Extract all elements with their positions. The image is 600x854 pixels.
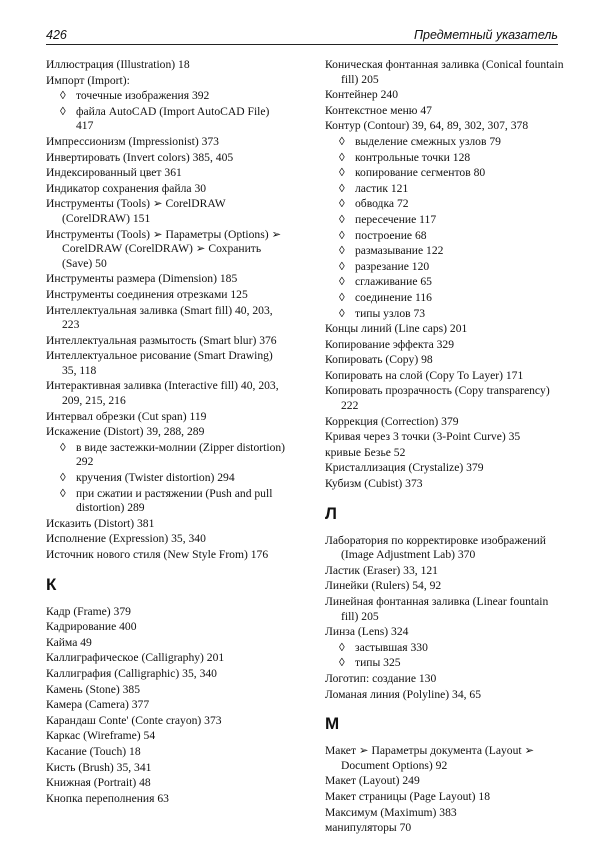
index-entry: Инвертировать (Invert colors) 385, 405	[46, 150, 234, 164]
subentry-text: разрезание 120	[355, 259, 430, 273]
index-subentry	[325, 275, 565, 290]
index-entry: Интеллектуальная размытость (Smart blur) 376	[46, 333, 277, 347]
subentry-text: типы узлов 73	[355, 306, 426, 320]
index-subentry	[325, 213, 565, 228]
index-entry: Интеллектуальное рисование (Smart Drawing) 35, 118	[46, 349, 273, 377]
index-entry: Лаборатория по корректировке изображений (Image Adjustment Lab) 370	[325, 533, 546, 562]
diamond-bullet-icon: ◊	[339, 228, 345, 242]
index-entry: Импорт (Import):	[46, 73, 130, 87]
diamond-bullet-icon: ◊	[339, 197, 345, 211]
subentry-text: точечные изображения 392	[76, 89, 210, 103]
index-entry: Каллиграфическое (Calligraphy) 201	[46, 651, 225, 665]
index-subentry	[325, 291, 565, 306]
index-column-right	[325, 58, 565, 837]
subentry-text: построение 68	[355, 228, 427, 242]
index-entry: Кисть (Brush) 35, 341	[46, 760, 152, 774]
index-subentry	[325, 151, 565, 166]
diamond-bullet-icon: ◊	[339, 656, 345, 670]
subentry-text: сглаживание 65	[355, 275, 432, 289]
index-entry: Камера (Camera) 377	[46, 698, 150, 712]
index-entry: Копировать прозрачность (Copy transparency) 222	[325, 384, 550, 413]
index-entry: Кадрирование 400	[46, 620, 137, 634]
index-entry: Книжная (Portrait) 48	[46, 776, 151, 790]
subentry-text: при сжатии и растяжении (Push and pull distortion) 289	[76, 486, 273, 515]
index-subentry	[325, 135, 565, 150]
subentry-text: контрольные точки 128	[355, 150, 471, 164]
index-entry: Кубизм (Cubist) 373	[325, 477, 423, 491]
index-subentry	[46, 487, 286, 516]
index-entry: Логотип: создание 130	[325, 671, 437, 685]
index-entry: Инструменты (Tools) ➢ Параметры (Options) ➢ CorelDRAW (CorelDRAW) ➢ Сохранить (Save) 50	[46, 227, 282, 270]
index-column-left	[46, 58, 286, 807]
index-entry: Макет (Layout) 249	[325, 774, 420, 788]
subentry-text: выделение смежных узлов 79	[355, 134, 501, 148]
index-entry: Кайма 49	[46, 635, 92, 649]
index-entry: Кривая через 3 точки (3-Point Curve) 35	[325, 430, 521, 444]
subentry-text: типы 325	[355, 656, 401, 670]
index-subentry	[325, 229, 565, 244]
diamond-bullet-icon: ◊	[339, 212, 345, 226]
subentry-text: ластик 121	[355, 181, 409, 195]
index-subentry	[46, 89, 286, 104]
index-entry: Макет ➢ Параметры документа (Layout ➢ Document Options) 92	[325, 744, 535, 772]
subentry-text: в виде застежки-молнии (Zipper distortion) 292	[76, 440, 286, 469]
index-entry: Ломаная линия (Polyline) 34, 65	[325, 687, 482, 701]
index-entry: Кристаллизация (Crystalize) 379	[325, 461, 484, 475]
diamond-bullet-icon: ◊	[339, 640, 345, 654]
diamond-bullet-icon: ◊	[60, 89, 66, 103]
index-entry: Линза (Lens) 324	[325, 625, 409, 639]
index-entry: Коррекция (Correction) 379	[325, 414, 459, 428]
index-entry: Камень (Stone) 385	[46, 682, 141, 696]
index-entry: Индикатор сохранения файла 30	[46, 181, 207, 195]
diamond-bullet-icon: ◊	[339, 150, 345, 164]
index-subentry	[46, 441, 286, 470]
subentry-text: застывшая 330	[355, 640, 428, 654]
subentry-text: кручения (Twister distortion) 294	[76, 471, 235, 485]
diamond-bullet-icon: ◊	[339, 290, 345, 304]
diamond-bullet-icon: ◊	[339, 259, 345, 273]
subentry-text: пересечение 117	[355, 212, 437, 226]
index-entry: Контур (Contour) 39, 64, 89, 302, 307, 378	[325, 119, 529, 133]
index-entry: Каллиграфия (Calligraphic) 35, 340	[46, 666, 217, 680]
index-entry: Индексированный цвет 361	[46, 166, 182, 180]
subentry-text: файла AutoCAD (Import AutoCAD File) 417	[76, 104, 270, 133]
index-entry: Копировать (Copy) 98	[325, 353, 433, 367]
index-entry: Интеллектуальная заливка (Smart fill) 40, 203, 223	[46, 303, 273, 332]
index-entry: кривые Безье 52	[325, 445, 406, 459]
diamond-bullet-icon: ◊	[339, 306, 345, 320]
index-entry: Контейнер 240	[325, 88, 399, 102]
index-entry: Импрессионизм (Impressionist) 373	[46, 134, 219, 148]
diamond-bullet-icon: ◊	[60, 471, 66, 485]
index-entry: Искажение (Distort) 39, 288, 289	[46, 425, 205, 439]
index-entry: Инструменты соединения отрезками 125	[46, 287, 248, 301]
subentry-text: соединение 116	[355, 290, 432, 304]
index-subentry	[325, 244, 565, 259]
subentry-text: копирование сегментов 80	[355, 166, 486, 180]
section-letter: К	[46, 574, 57, 594]
index-entry: Касание (Touch) 18	[46, 744, 141, 758]
index-entry: Каркас (Wireframe) 54	[46, 729, 156, 743]
index-entry: Иллюстрация (Illustration) 18	[46, 58, 190, 71]
section-letter: Л	[325, 503, 337, 523]
diamond-bullet-icon: ◊	[339, 166, 345, 180]
index-entry: Контекстное меню 47	[325, 103, 432, 117]
index-subentry	[325, 197, 565, 212]
index-subentry	[46, 471, 286, 486]
index-entry: Линейная фонтанная заливка (Linear fountain fill) 205	[325, 595, 549, 623]
diamond-bullet-icon: ◊	[339, 134, 345, 148]
index-entry: Кнопка переполнения 63	[46, 791, 169, 805]
diamond-bullet-icon: ◊	[60, 440, 66, 454]
index-entry: Максимум (Maximum) 383	[325, 805, 457, 819]
index-subentry	[46, 105, 286, 134]
subentry-text: обводка 72	[355, 197, 409, 211]
index-entry: Коническая фонтанная заливка (Conical fountain fill) 205	[325, 58, 564, 86]
section-letter: М	[325, 714, 340, 734]
page-header	[46, 26, 558, 45]
diamond-bullet-icon: ◊	[339, 181, 345, 195]
index-subentry	[325, 166, 565, 181]
index-entry: Кадр (Frame) 379	[46, 604, 131, 618]
index-entry: Источник нового стиля (New Style From) 176	[46, 548, 269, 561]
index-entry: Интерактивная заливка (Interactive fill) 40, 203, 209, 215, 216	[46, 379, 279, 408]
header-title: Предметный указатель	[413, 28, 558, 42]
index-entry: Макет страницы (Page Layout) 18	[325, 789, 490, 803]
index-entry: манипуляторы 70	[325, 821, 412, 835]
index-subentry	[325, 307, 565, 322]
index-subentry	[325, 641, 565, 656]
diamond-bullet-icon: ◊	[339, 275, 345, 289]
index-subentry	[325, 182, 565, 197]
index-entry: Инструменты размера (Dimension) 185	[46, 272, 238, 286]
index-entry: Линейки (Rulers) 54, 92	[325, 579, 442, 593]
index-entry: Исполнение (Expression) 35, 340	[46, 532, 206, 546]
index-entry: Исказить (Distort) 381	[46, 516, 155, 530]
index-entry: Ластик (Eraser) 33, 121	[325, 563, 438, 577]
diamond-bullet-icon: ◊	[339, 244, 345, 258]
index-entry: Инструменты (Tools) ➢ CorelDRAW (CorelDRAW) 151	[46, 197, 226, 225]
subentry-text: размазывание 122	[355, 244, 444, 258]
page-number: 426	[46, 28, 67, 42]
index-entry: Карандаш Conte' (Conte crayon) 373	[46, 713, 222, 727]
index-entry: Концы линий (Line caps) 201	[325, 322, 468, 336]
diamond-bullet-icon: ◊	[60, 486, 66, 500]
index-subentry	[325, 656, 565, 671]
diamond-bullet-icon: ◊	[60, 104, 66, 118]
index-subentry	[325, 260, 565, 275]
index-entry: Копирование эффекта 329	[325, 337, 455, 351]
index-entry: Интервал обрезки (Cut span) 119	[46, 409, 207, 423]
index-entry: Копировать на слой (Copy To Layer) 171	[325, 368, 524, 382]
